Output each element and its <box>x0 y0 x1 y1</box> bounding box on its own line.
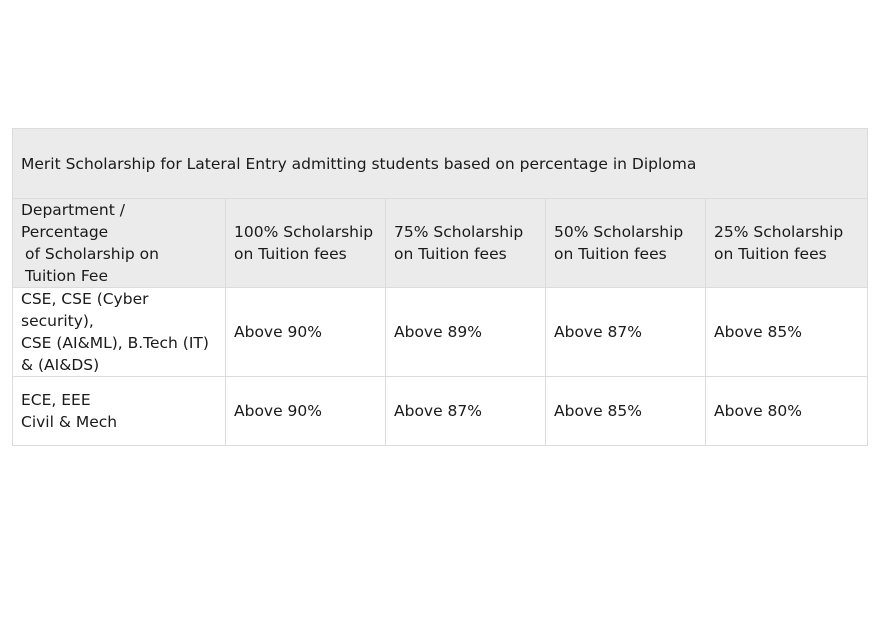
department-line: ECE, EEE <box>21 391 91 409</box>
cell-50-percent: Above 85% <box>546 377 706 446</box>
header-75-line: on Tuition fees <box>394 245 507 263</box>
department-line: Civil & Mech <box>21 413 118 431</box>
table-title: Merit Scholarship for Lateral Entry admitting students based on percentage in Diploma <box>13 129 868 199</box>
scholarship-table <box>12 128 868 446</box>
cell-75-percent: Above 87% <box>386 377 546 446</box>
header-department-line: of Scholarship on <box>25 245 159 263</box>
scholarship-sheet <box>12 128 867 446</box>
header-50-percent <box>546 199 706 288</box>
department-line: CSE (AI&ML), B.Tech (IT) <box>21 334 209 352</box>
cell-75-percent: Above 89% <box>386 288 546 377</box>
cell-25-percent: Above 80% <box>706 377 868 446</box>
header-department <box>13 199 226 288</box>
header-100-percent <box>226 199 386 288</box>
header-row <box>13 199 868 288</box>
header-75-line: 75% Scholarship <box>394 223 524 241</box>
cell-100-percent: Above 90% <box>226 288 386 377</box>
header-25-line: 25% Scholarship <box>714 223 844 241</box>
department-cell <box>13 377 226 446</box>
department-cell <box>13 288 226 377</box>
header-25-percent <box>706 199 868 288</box>
header-50-line: 50% Scholarship <box>554 223 684 241</box>
header-100-line: 100% Scholarship <box>234 223 374 241</box>
header-100-line: on Tuition fees <box>234 245 347 263</box>
header-50-line: on Tuition fees <box>554 245 667 263</box>
cell-100-percent: Above 90% <box>226 377 386 446</box>
title-row <box>13 129 868 199</box>
header-25-line: on Tuition fees <box>714 245 827 263</box>
department-line: & (AI&DS) <box>21 356 100 374</box>
table-row <box>13 377 868 446</box>
table-row <box>13 288 868 377</box>
cell-50-percent: Above 87% <box>546 288 706 377</box>
header-department-line: Department / Percentage <box>21 201 125 241</box>
department-line: CSE, CSE (Cyber security), <box>21 290 149 330</box>
header-75-percent <box>386 199 546 288</box>
header-department-line: Tuition Fee <box>25 267 109 285</box>
cell-25-percent: Above 85% <box>706 288 868 377</box>
